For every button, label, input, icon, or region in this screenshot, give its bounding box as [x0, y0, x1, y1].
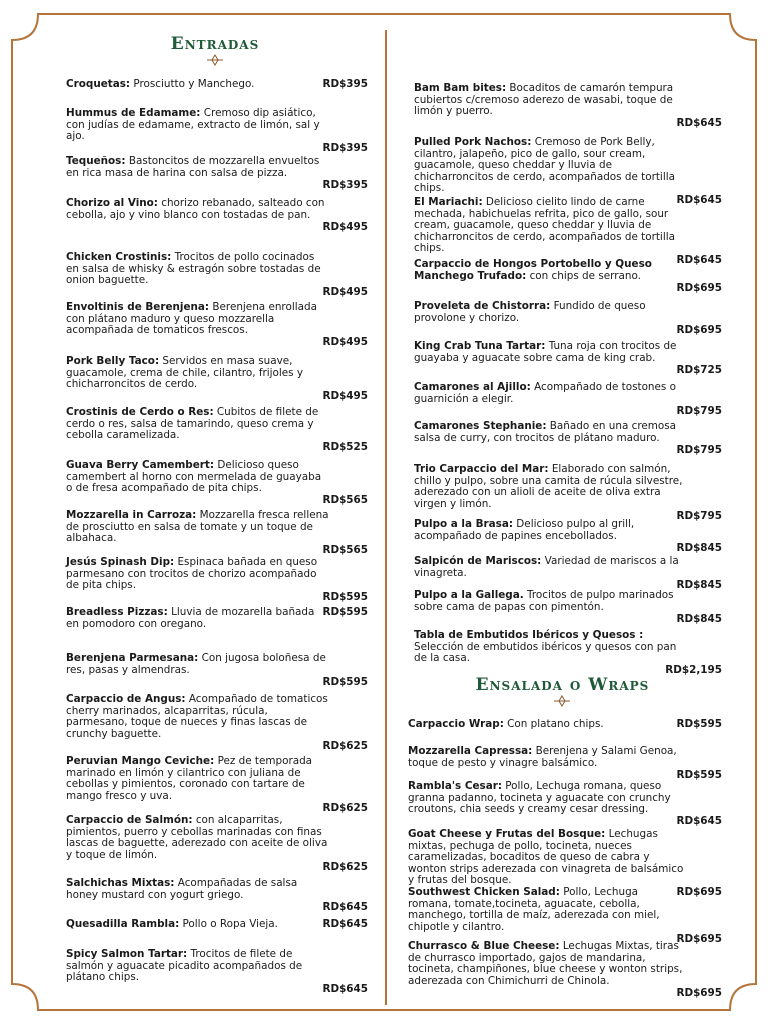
- menu-item-name: Chicken Crostinis:: [66, 251, 172, 263]
- menu-item-description: Acompañadas de salsa honey mustard con yogurt griego.: [66, 877, 298, 901]
- menu-item: [414, 300, 722, 336]
- menu-item-name: Tabla de Embutidos Ibéricos y Quesos :: [414, 629, 644, 641]
- ornament-icon: [206, 54, 224, 66]
- menu-item-price: RD$395: [322, 178, 368, 191]
- menu-item-price: RD$695: [676, 281, 722, 294]
- menu-item-price: RD$695: [676, 986, 722, 999]
- menu-item-description: Espinaca bañada en queso parmesano con trocitos de chorizo acompañado de pita chips.: [66, 556, 318, 592]
- menu-item-description: Variedad de mariscos a la vinagreta.: [414, 555, 679, 579]
- menu-item-name: Pulpo a la Gallega.: [414, 589, 524, 601]
- menu-item-description: Pollo, Lechuga romana, queso granna padanno, tocineta y aguacate con crunchy croutons, chia seeds y creamy cesar dressing.: [408, 780, 671, 816]
- menu-item-price: RD$695: [676, 932, 722, 945]
- menu-item: [66, 919, 368, 931]
- menu-item-price: RD$495: [322, 336, 368, 349]
- menu-item: [66, 197, 368, 233]
- menu-item: [66, 251, 368, 299]
- menu-item-price: RD$795: [676, 404, 722, 417]
- menu-item-description: Bocaditos de camarón tempura cubiertos c/cremoso aderezo de wasabi, toque de limón y puerro.: [414, 82, 674, 118]
- menu-item-price: RD$595: [322, 591, 368, 604]
- menu-item-name: King Crab Tuna Tartar:: [414, 340, 546, 352]
- menu-item-price: RD$395: [322, 78, 368, 90]
- menu-item-name: Churrasco & Blue Cheese:: [408, 940, 560, 952]
- menu-item-price: RD$495: [322, 390, 368, 403]
- menu-item: [408, 719, 722, 731]
- menu-item-description: con chips de serrano.: [526, 269, 641, 282]
- menu-item-price: RD$695: [676, 886, 722, 899]
- menu-item: [66, 877, 368, 913]
- menu-item-name: Camarones Stephanie:: [414, 420, 547, 432]
- menu-item-name: Carpaccio de Salmón:: [66, 814, 193, 826]
- menu-item-description: Con platano chips.: [503, 718, 604, 730]
- column-divider: [385, 30, 387, 1005]
- menu-item-name: Salchichas Mixtas:: [66, 877, 175, 889]
- menu-item-description: Mozzarella fresca rellena de prosciutto en salsa de tomate y un toque de albahaca.: [66, 509, 329, 545]
- menu-item-name: Berenjena Parmesana:: [66, 652, 199, 664]
- menu-item-description: Bañado en una cremosa salsa de curry, con trocitos de plátano maduro.: [414, 420, 677, 444]
- menu-item-description: Fundido de queso provolone y chorizo.: [414, 300, 646, 324]
- menu-item-name: Camarones al Ajillo:: [414, 381, 531, 393]
- menu-item: [414, 518, 722, 554]
- menu-item-description: Trocitos de pulpo marinados sobre cama de papas con pimentón.: [414, 589, 674, 613]
- menu-item-name: Crostinis de Cerdo o Res:: [66, 406, 214, 418]
- menu-item-price: RD$625: [322, 860, 368, 873]
- menu-item: [66, 814, 368, 873]
- menu-item: [66, 755, 368, 814]
- menu-item-description: Trocitos de filete de salmón y aguacate picadito acompañados de plátano chips.: [66, 948, 303, 984]
- menu-item-description: Cremoso dip asiático, con judías de edamame, extracto de limón, sal y ajo.: [66, 107, 320, 143]
- menu-item-price: RD$845: [676, 541, 722, 554]
- menu-item-price: RD$795: [676, 509, 722, 522]
- menu-item-name: Pulled Pork Nachos:: [414, 136, 532, 148]
- menu-item-description: Trocitos de pollo cocinados en salsa de whisky & estragón sobre tostadas de onion baguette.: [66, 251, 321, 287]
- menu-item-price: RD$645: [676, 194, 722, 207]
- menu-item-description: Servidos en masa suave, guacamole, crema de chile, cilantro, frijoles y chicharroncitos de cerdo.: [66, 355, 304, 391]
- menu-item-name: Southwest Chicken Salad:: [408, 886, 560, 898]
- menu-item: [66, 459, 368, 507]
- menu-item-description: Acompañado de tomaticos cherry marinados, alcaparritas, rúcula, parmesano, toque de nueces y finas lascas de crunchy baguette.: [66, 693, 328, 740]
- menu-item-price: RD$645: [676, 815, 722, 828]
- menu-item: [66, 355, 368, 403]
- menu-item-price: RD$565: [322, 544, 368, 557]
- menu-item: [66, 652, 368, 688]
- menu-item-price: RD$525: [322, 441, 368, 454]
- menu-item-description: Berenjena enrollada con plátano maduro y queso mozzarella acompañada de tomaticos frescos.: [66, 301, 317, 337]
- menu-item-description: Pollo o Ropa Vieja.: [179, 918, 278, 930]
- menu-item-price: RD$595: [676, 718, 722, 730]
- menu-item-price: RD$845: [676, 612, 722, 625]
- menu-item: [414, 463, 722, 522]
- menu-item-price: RD$645: [322, 900, 368, 913]
- menu-item: [66, 79, 368, 91]
- menu-item-price: RD$395: [322, 142, 368, 155]
- ornament-icon: [553, 695, 571, 707]
- menu-item-description: Selección de embutidos ibéricos y quesos con pan de la casa.: [414, 640, 677, 665]
- menu-item-price: RD$625: [322, 739, 368, 752]
- menu-item-name: Tequeños:: [66, 155, 126, 167]
- menu-item-name: Salpicón de Mariscos:: [414, 555, 542, 567]
- menu-item: [414, 555, 722, 591]
- menu-item-description: Bastoncitos de mozzarella envueltos en rica masa de harina con salsa de pizza.: [66, 155, 320, 179]
- menu-item: [414, 194, 722, 267]
- menu-item-price: RD$645: [322, 983, 368, 996]
- menu-item-price: RD$645: [676, 117, 722, 130]
- menu-item-name: Proveleta de Chistorra:: [414, 300, 551, 312]
- menu-item-name: El Mariachi:: [414, 196, 483, 208]
- menu-item-description: Lechugas Mixtas, tiras de churrasco importado, gajos de mandarina, tocineta, champiñones, blue cheese y wonton strips, aderezada con Chimichurri de Chinola.: [408, 940, 683, 987]
- menu-item-description: Lechugas mixtas, pechuga de pollo, tocineta, nueces caramelizadas, bocaditos de queso de cabra y wonton strips aderezada con vinagreta de balsámico y frutas del bosque.: [408, 828, 684, 887]
- menu-item-description: Delicioso pulpo al grill, acompañado de papines encebollados.: [414, 518, 635, 542]
- menu-item-name: Croquetas:: [66, 78, 131, 90]
- menu-item-description: Con jugosa boloñesa de res, pasas y almendras.: [66, 652, 326, 676]
- menu-item: [66, 155, 368, 191]
- menu-item: [66, 556, 368, 604]
- menu-item: [408, 886, 722, 945]
- menu-item-name: Chorizo al Vino:: [66, 197, 158, 209]
- menu-item-price: RD$725: [676, 363, 722, 376]
- menu-item-name: Quesadilla Rambla:: [66, 918, 180, 930]
- menu-item-name: Breadless Pizzas:: [66, 606, 168, 618]
- menu-item-name: Pork Belly Taco:: [66, 355, 160, 367]
- menu-item-price: RD$695: [676, 323, 722, 336]
- menu-item-description: Pez de temporada marinado en limón y cilantrico con juliana de cebollas y pimientos, coronado con tartare de mango fresco y uva.: [66, 755, 313, 802]
- menu-item-price: RD$795: [676, 443, 722, 456]
- menu-item-description: Cubitos de filete de cerdo o res, salsa de tamarindo, queso crema y cebolla caramelizada.: [66, 406, 319, 442]
- menu-item-name: Bam Bam bites:: [414, 82, 507, 94]
- menu-item-description: Elaborado con salmón, chillo y pulpo, sobre una camita de rúcula silvestre, aderezado con un alioli de aceite de oliva extra virgen y limón.: [414, 463, 683, 510]
- menu-item-name: Goat Cheese y Frutas del Bosque:: [408, 828, 606, 840]
- menu-item-name: Carpaccio de Angus:: [66, 693, 186, 705]
- menu-item-description: Delicioso queso camembert al horno con mermelada de guayaba o de fresa acompañado de pita chips.: [66, 459, 322, 495]
- menu-item: [66, 948, 368, 996]
- menu-item: [66, 406, 368, 454]
- menu-item-description: Cremoso de Pork Belly, cilantro, jalapeño, pico de gallo, sour cream, guacamole, queso cheddar y lluvia de chicharroncitos de cerdo, acompañados de tortilla chips.: [414, 136, 675, 195]
- menu-item-price: RD$645: [676, 254, 722, 267]
- menu-item-price: RD$565: [322, 494, 368, 507]
- menu-item-description: Berenjena y Salami Genoa, toque de pesto y vinagre balsámico.: [408, 745, 677, 769]
- menu-item: [66, 107, 368, 155]
- menu-item-name: Jesús Spinash Dip:: [66, 556, 175, 568]
- menu-item-price: RD$2,195: [665, 664, 722, 677]
- menu-item-price: RD$625: [322, 801, 368, 814]
- menu-item: [414, 589, 722, 625]
- menu-item-price: RD$595: [676, 768, 722, 781]
- menu-item-name: Mozzarella Capressa:: [408, 745, 533, 757]
- menu-item-price: RD$645: [322, 918, 368, 930]
- menu-item-name: Spicy Salmon Tartar:: [66, 948, 188, 960]
- menu-item-description: Pollo, Lechuga romana, tomate,tocineta, aguacate, cebolla, manchego, tortilla de maíz, aderezada con miel, chipotle y cilantro.: [408, 886, 660, 933]
- menu-item-name: Carpaccio de Hongos Portobello y Queso Manchego Trufado:: [414, 258, 652, 282]
- menu-item-name: Rambla's Cesar:: [408, 780, 502, 792]
- menu-item-name: Envoltinis de Berenjena:: [66, 301, 210, 313]
- menu-item: [66, 607, 368, 630]
- menu-item-name: Trio Carpaccio del Mar:: [414, 463, 549, 475]
- menu-item: [66, 509, 368, 557]
- menu-item-name: Pulpo a la Brasa:: [414, 518, 513, 530]
- menu-item-description: Acompañado de tostones o guarnición a elegir.: [414, 381, 676, 405]
- menu-item: [414, 381, 722, 417]
- menu-item: [414, 629, 722, 677]
- menu-item: [408, 745, 722, 781]
- menu-item-description: con alcaparritas, pimientos, puerro y cebollas marinadas con finas lascas de baguette, aderezado con aceite de oliva y toque de limón.: [66, 814, 328, 861]
- menu-item-description: Delicioso cielito lindo de carne mechada, habichuelas refrita, pico de gallo, sour cream, guacamole, queso cheddar y lluvia de chicharroncitos de cerdo, acompañados de tortilla chips.: [414, 196, 675, 255]
- menu-item-description: Tuna roja con trocitos de guayaba y aguacate sobre cama de king crab.: [414, 340, 677, 364]
- menu-item-price: RD$845: [676, 578, 722, 591]
- menu-item-description: Lluvia de mozarella bañada en pomodoro con oregano.: [66, 606, 315, 630]
- menu-item: [66, 301, 368, 349]
- menu-item-description: Prosciutto y Manchego.: [130, 78, 255, 90]
- menu-item: [414, 420, 722, 456]
- menu-item: [414, 258, 722, 294]
- menu-item-price: RD$495: [322, 286, 368, 299]
- menu-item-name: Carpaccio Wrap:: [408, 718, 504, 730]
- menu-item-price: RD$495: [322, 220, 368, 233]
- menu-item: [408, 940, 722, 999]
- menu-item-description: chorizo rebanado, salteado con cebolla, ajo y vino blanco con tostadas de pan.: [66, 197, 325, 221]
- menu-item: [414, 82, 722, 130]
- menu-item: [66, 693, 368, 752]
- section-title-ensalada: Ensalada o Wraps: [475, 675, 650, 695]
- menu-item-price: RD$595: [322, 606, 368, 618]
- menu-item-name: Hummus de Edamame:: [66, 107, 201, 119]
- menu-item-price: RD$595: [322, 675, 368, 688]
- menu-item-name: Peruvian Mango Ceviche:: [66, 755, 215, 767]
- section-title-entradas: Entradas: [170, 34, 260, 54]
- menu-item: [408, 780, 722, 828]
- menu-item-name: Guava Berry Camembert:: [66, 459, 215, 471]
- menu-item-name: Mozzarella in Carroza:: [66, 509, 197, 521]
- menu-item: [414, 340, 722, 376]
